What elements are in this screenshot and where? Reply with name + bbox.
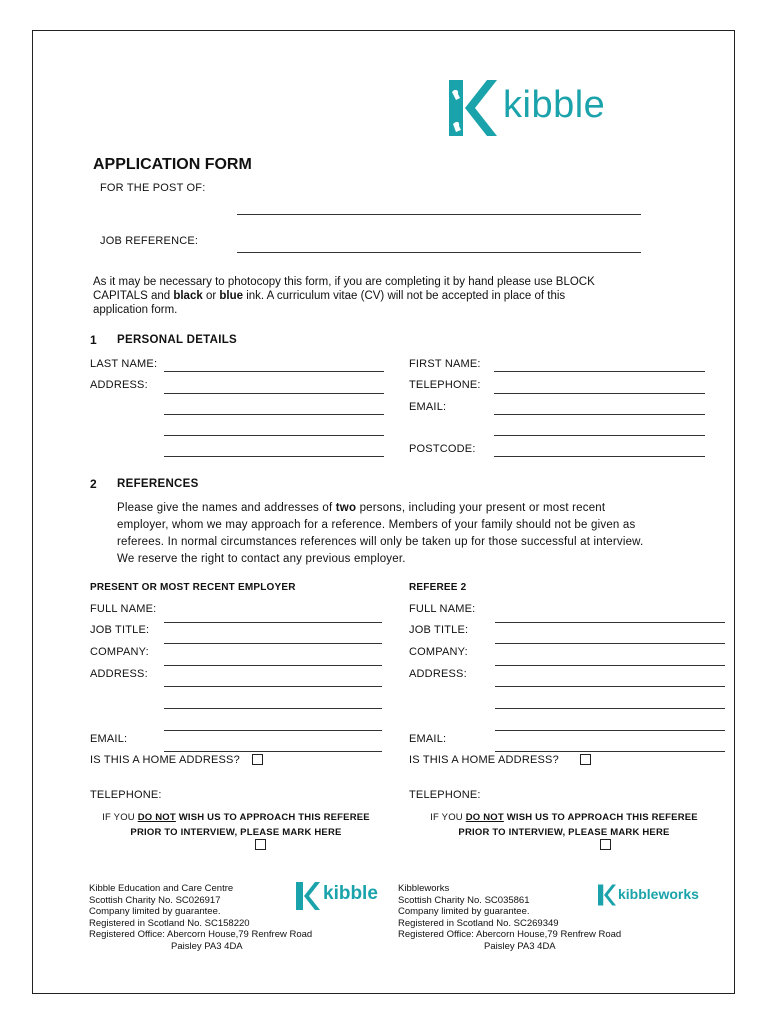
referee-2-heading: REFEREE 2 — [409, 582, 467, 593]
ref2-telephone-label: TELEPHONE: — [409, 789, 481, 801]
extra-field[interactable] — [494, 435, 705, 436]
last-name-field[interactable] — [164, 371, 384, 372]
telephone-label: TELEPHONE: — [409, 379, 481, 391]
postcode-label: POSTCODE: — [409, 443, 476, 455]
ref1-job-title-label: JOB TITLE: — [90, 624, 150, 636]
intro-paragraph — [93, 275, 693, 317]
ref-line-3: referees. In normal circumstances references will only be taken up for those successful at interview. — [117, 536, 644, 548]
ref1-email-label: EMAIL: — [90, 733, 128, 745]
footer-kibbleworks-logo: kibbleworks — [598, 883, 718, 909]
job-ref-field[interactable] — [237, 252, 641, 253]
ref2-home-address-checkbox[interactable] — [580, 754, 591, 765]
ref2-address-field-1[interactable] — [495, 686, 725, 687]
section-2-number: 2 — [90, 477, 97, 491]
footer-left-info: Kibble Education and Care Centre Scottish Charity No. SC026917 Company limited by guarantee. Registered in Scotland No. SC158220 Registered Office: Abercorn House,79 Renfrew Road Paisley PA3 4DA — [89, 883, 313, 952]
last-name-label: LAST NAME: — [90, 358, 158, 370]
kibble-logo — [449, 80, 629, 136]
ref1-full-name-label: FULL NAME: — [90, 603, 157, 615]
intro-line-2: CAPITALS and black or blue ink. A curriculum vitae (CV) will not be accepted in place of this — [93, 290, 566, 302]
footer-kibble-logo: kibble — [296, 880, 388, 912]
section-2-title: REFERENCES — [117, 478, 199, 490]
ref-line-2: employer, whom we may approach for a reference. Members of your family should not be given as — [117, 519, 636, 531]
footer-kibble-k-icon — [296, 881, 320, 911]
ref1-home-address-label: IS THIS A HOME ADDRESS? — [90, 754, 240, 766]
ref2-do-not-approach-checkbox[interactable] — [600, 839, 611, 850]
kibble-k-icon — [449, 80, 497, 136]
page-title: APPLICATION FORM — [93, 156, 252, 173]
ref2-email-label: EMAIL: — [409, 733, 447, 745]
ref1-company-field[interactable] — [164, 665, 382, 666]
ref1-full-name-field[interactable] — [164, 622, 382, 623]
ref2-address-field-3[interactable] — [495, 730, 725, 731]
job-ref-label: JOB REFERENCE: — [100, 235, 199, 247]
email-field[interactable] — [494, 414, 705, 415]
ref2-address-label: ADDRESS: — [409, 668, 467, 680]
email-label: EMAIL: — [409, 401, 447, 413]
postcode-field[interactable] — [494, 456, 705, 457]
intro-line-3: application form. — [93, 304, 178, 316]
ref2-full-name-field[interactable] — [495, 622, 725, 623]
ref2-address-field-2[interactable] — [495, 708, 725, 709]
ref2-job-title-field[interactable] — [495, 643, 725, 644]
kibble-logo-text: kibble — [503, 84, 606, 126]
address-field-4[interactable] — [164, 456, 384, 457]
ref1-email-field[interactable] — [164, 751, 382, 752]
address-field-2[interactable] — [164, 414, 384, 415]
ref2-company-label: COMPANY: — [409, 646, 468, 658]
ref1-address-field-2[interactable] — [164, 708, 382, 709]
intro-line-1: As it may be necessary to photocopy this form, if you are completing it by hand please use BLOCK — [93, 276, 595, 288]
ref2-full-name-label: FULL NAME: — [409, 603, 476, 615]
ref2-company-field[interactable] — [495, 665, 725, 666]
ref-line-1: Please give the names and addresses of two persons, including your present or most recent — [117, 502, 606, 514]
footer-kibbleworks-k-icon — [598, 884, 616, 906]
section-1-title: PERSONAL DETAILS — [117, 334, 238, 346]
post-field[interactable] — [237, 214, 641, 215]
address-label: ADDRESS: — [90, 379, 148, 391]
ref1-do-not-approach-checkbox[interactable] — [255, 839, 266, 850]
ref1-approach-note: IF YOU DO NOT WISH US TO APPROACH THIS REFEREE PRIOR TO INTERVIEW, PLEASE MARK HERE — [102, 812, 370, 838]
referee-1-heading: PRESENT OR MOST RECENT EMPLOYER — [90, 582, 296, 593]
ref2-home-address-label: IS THIS A HOME ADDRESS? — [409, 754, 559, 766]
ref-line-4: We reserve the right to contact any previous employer. — [117, 553, 406, 565]
post-label: FOR THE POST OF: — [100, 182, 206, 194]
ref1-telephone-label: TELEPHONE: — [90, 789, 162, 801]
ref1-job-title-field[interactable] — [164, 643, 382, 644]
address-field-3[interactable] — [164, 435, 384, 436]
references-paragraph — [117, 500, 717, 568]
footer-right-info: Kibbleworks Scottish Charity No. SC035861 Company limited by guarantee. Registered in Scotland No. SC269349 Registered Office: Abercorn House,79 Renfrew Road Paisley PA3 4DA — [398, 883, 622, 952]
ref1-address-field-3[interactable] — [164, 730, 382, 731]
first-name-field[interactable] — [494, 371, 705, 372]
ref2-approach-note: IF YOU DO NOT WISH US TO APPROACH THIS REFEREE PRIOR TO INTERVIEW, PLEASE MARK HERE — [430, 812, 698, 838]
first-name-label: FIRST NAME: — [409, 358, 481, 370]
section-1-number: 1 — [90, 333, 97, 347]
address-field-1[interactable] — [164, 393, 384, 394]
ref2-email-field[interactable] — [495, 751, 725, 752]
ref1-address-field-1[interactable] — [164, 686, 382, 687]
ref1-company-label: COMPANY: — [90, 646, 149, 658]
telephone-field[interactable] — [494, 393, 705, 394]
ref1-home-address-checkbox[interactable] — [252, 754, 263, 765]
ref1-address-label: ADDRESS: — [90, 668, 148, 680]
ref2-job-title-label: JOB TITLE: — [409, 624, 469, 636]
